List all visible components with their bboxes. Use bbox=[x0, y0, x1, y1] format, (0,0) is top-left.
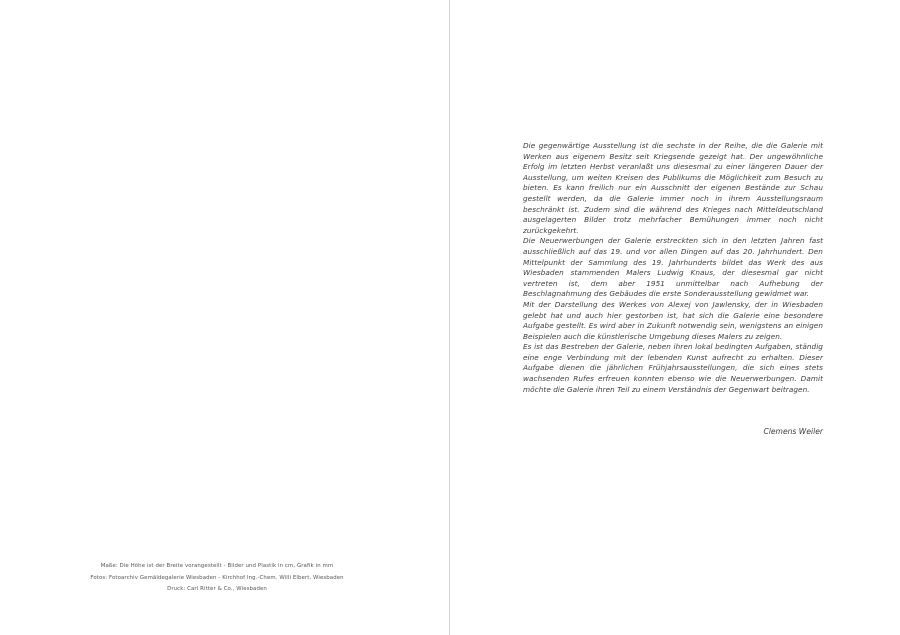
paragraph: Die Neuerwerbungen der Galerie erstreckten sich in den letzten Jahren fast ausschließlich auf das 19. und vor allen Dingen auf das 20. Jahrhundert. Den Mittelpunkt der Sammlung des 19. Jahrhunderts bildet das Werk des aus Wiesbaden stammenden Malers Ludwig Knaus, der diesesmal gar nicht vertreten ist, dem aber 1951 unmittelbar nach Aufhebung der Beschlagnahmung des Gebäudes die erste Sonderausstellung gewidmet war. bbox=[523, 236, 823, 299]
colophon-photo-credits: Fotos: Fotoarchiv Gemäldegalerie Wiesbaden - Kirchhof Ing.-Chem. Willi Elbert, Wiesbaden bbox=[90, 574, 344, 581]
right-page bbox=[450, 0, 900, 635]
foreword-text bbox=[523, 141, 823, 395]
paragraph: Die gegenwärtige Ausstellung ist die sechste in der Reihe, die die Galerie mit Werken aus eigenem Besitz seit Kriegsende gezeigt hat. Der ungewöhnliche Erfolg im letzten Herbst veranlaßt uns diesesmal zu einer längeren Dauer der Ausstellung, um weiten Kreisen des Publikums die Möglichkeit zum Besuch zu bieten. Es kann freilich nur ein Ausschnitt der eigenen Bestände zur Schau gestellt werden, da die Galerie immer noch in ihrem Ausstellungsraum beschränkt ist. Zudem sind die während des Krieges nach Mitteldeutschland ausgelagerten Bilder trotz mehrfacher Bemühungen immer noch nicht zurückgekehrt. bbox=[523, 141, 823, 235]
colophon-printer: Druck: Carl Ritter & Co., Wiesbaden bbox=[167, 586, 267, 592]
colophon bbox=[72, 561, 362, 596]
author-signature: Clemens Weiler bbox=[763, 427, 823, 436]
colophon-dimensions-note: Maße: Die Höhe ist der Breite vorangestellt - Bilder und Plastik in cm, Grafik in mm bbox=[100, 563, 334, 569]
paragraph: Mit der Darstellung des Werkes von Alexej von Jawlensky, der in Wiesbaden gelebt hat und auch hier gestorben ist, hat sich die Galerie eine besondere Aufgabe gestellt. Es wird aber in Zukunft notwendig sein, wenigstens an einigen Beispielen auch die künstlerische Umgebung dieses Malers zu zeigen. bbox=[523, 299, 823, 341]
paragraph: Es ist das Bestreben der Galerie, neben ihren lokal bedingten Aufgaben, ständig eine enge Verbindung mit der lebenden Kunst aufrecht zu erhalten. Dieser Aufgabe dienen die jährlichen Frühjahrsausstellungen, die sich eines stets wachsenden Rufes erfreuen konnten ebenso wie die Neuerwerbungen. Damit möchte die Galerie ihren Teil zu einem Verständnis der Gegenwart beitragen. bbox=[523, 342, 823, 394]
